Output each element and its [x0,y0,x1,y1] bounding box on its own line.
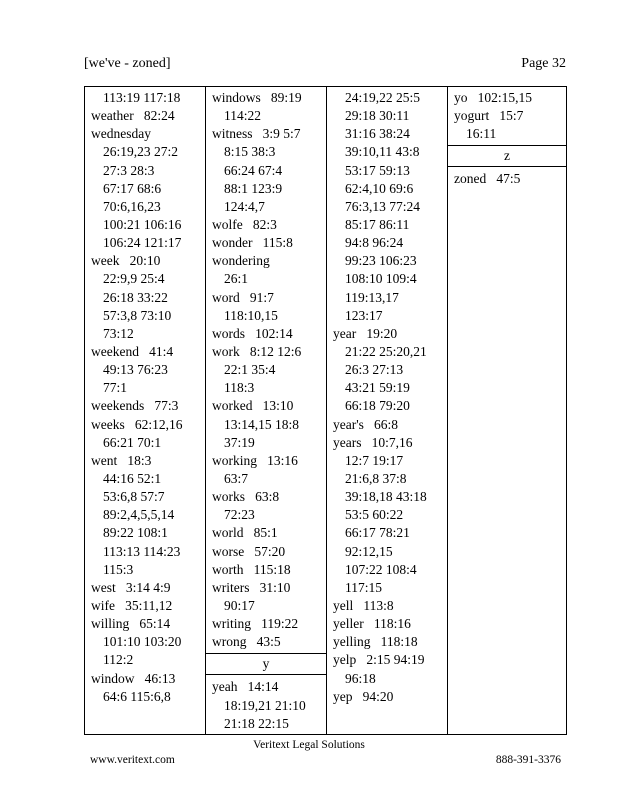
index-page-refs: 113:13 114:23 [103,543,181,559]
index-page-refs: 31:16 38:24 [345,126,410,142]
index-page-refs: 70:6,16,23 [103,198,161,214]
index-page-refs: 92:12,15 [345,543,393,559]
index-page-refs: 118:3 [224,380,255,396]
index-page-refs: 66:21 70:1 [103,434,162,450]
footer-website: www.veritext.com [90,754,175,766]
index-page-refs: 115:3 [103,561,134,577]
index-page-refs: 85:17 86:11 [345,216,410,232]
index-entry: writing 119:22 [212,616,299,632]
index-page-refs: 53:5 60:22 [345,507,404,523]
index-page-refs: 12:7 19:17 [345,452,404,468]
index-page-refs: 22:9,9 25:4 [103,271,165,287]
index-entry: zoned 47:5 [454,171,521,187]
letter-heading: y [206,653,326,675]
index-page-refs: 66:17 78:21 [345,525,410,541]
index-entry: year's 66:8 [333,416,399,432]
index-page-refs: 66:18 79:20 [345,398,410,414]
index-page-refs: 26:19,23 27:2 [103,144,179,160]
index-page-refs: 99:23 106:23 [345,253,417,269]
index-page-refs: 18:19,21 21:10 [224,697,306,713]
index-entry: world 85:1 [212,525,278,541]
index-page-refs: 67:17 68:6 [103,180,162,196]
index-entry: wondering [212,253,270,269]
index-page-refs: 21:22 25:20,21 [345,343,427,359]
index-entry: windows 89:19 [212,90,302,105]
index-page-refs: 72:23 [224,507,255,523]
index-page-refs: 123:17 [345,307,383,323]
index-page-refs: 107:22 108:4 [345,561,417,577]
index-page-refs: 73:12 [103,325,134,341]
index-entry: yelling 118:18 [333,634,418,650]
index-page-refs: 117:15 [345,579,382,595]
index-entry: wolfe 82:3 [212,216,277,232]
word-index-table [84,86,567,735]
index-page-refs: 22:1 35:4 [224,362,276,378]
index-entry: worked 13:10 [212,398,294,414]
index-entry: work 8:12 12:6 [212,343,302,359]
index-entry: yell 113:8 [333,597,394,613]
index-page-refs: 96:18 [345,670,376,686]
index-entry: works 63:8 [212,489,280,505]
index-page-refs: 26:18 33:22 [103,289,168,305]
index-entry: weekends 77:3 [91,398,179,414]
index-entry: yeah 14:14 [212,679,279,695]
index-entry: word 91:7 [212,289,274,305]
index-page-refs: 26:3 27:13 [345,362,404,378]
index-page-refs: 27:3 28:3 [103,162,155,178]
footer-phone: 888-391-3376 [495,754,561,766]
index-page-refs: 119:13,17 [345,289,399,305]
index-page-refs: 112:2 [103,652,134,668]
index-entry: weather 82:24 [91,108,175,124]
index-entry: went 18:3 [91,452,152,468]
index-page-refs: 101:10 103:20 [103,634,182,650]
index-page-refs: 57:3,8 73:10 [103,307,172,323]
index-entry: years 10:7,16 [333,434,413,450]
index-page-refs: 43:21 59:19 [345,380,410,396]
index-page-refs: 106:24 121:17 [103,235,182,251]
index-page-refs: 77:1 [103,380,128,396]
index-page-refs: 66:24 67:4 [224,162,283,178]
page-range-header: [we've - zoned] [84,56,171,71]
index-page-refs: 90:17 [224,597,255,613]
index-page-refs: 24:19,22 25:5 [345,90,421,105]
index-entry: week 20:10 [91,253,161,269]
index-page-refs: 94:8 96:24 [345,235,404,251]
letter-heading: z [448,145,566,167]
index-entry: worse 57:20 [212,543,286,559]
index-column-1 [85,87,206,734]
index-entry: working 13:16 [212,452,298,468]
index-page-refs: 89:2,4,5,5,14 [103,507,175,523]
index-page-refs: 100:21 106:16 [103,216,182,232]
index-entry: west 3:14 4:9 [91,579,171,595]
index-entry: words 102:14 [212,325,293,341]
index-page-refs: 39:10,11 43:8 [345,144,420,160]
index-page-refs: 118:10,15 [224,307,278,323]
index-entry: weekend 41:4 [91,343,174,359]
index-page-refs: 13:14,15 18:8 [224,416,300,432]
index-entry: wrong 43:5 [212,634,281,650]
index-entry: witness 3:9 5:7 [212,126,301,142]
page-number: Page 32 [521,56,566,71]
index-page-refs: 16:11 [466,126,497,142]
index-page-refs: 8:15 38:3 [224,144,276,160]
index-column-4 [448,87,566,734]
index-entry: willing 65:14 [91,616,171,632]
index-page-refs: 88:1 123:9 [224,180,283,196]
index-page-refs: 29:18 30:11 [345,108,410,124]
footer-company: Veritext Legal Solutions [253,739,365,751]
index-page-refs: 63:7 [224,470,249,486]
index-entry: writers 31:10 [212,579,291,595]
index-entry: yo 102:15,15 [454,90,533,105]
index-page-refs: 37:19 [224,434,255,450]
index-page-refs: 53:17 59:13 [345,162,410,178]
index-column-3 [327,87,448,734]
index-entry: window 46:13 [91,670,176,686]
index-page-refs: 26:1 [224,271,249,287]
index-entry: yelp 2:15 94:19 [333,652,425,668]
index-page-refs: 53:6,8 57:7 [103,489,165,505]
index-column-2 [206,87,327,734]
index-entry: worth 115:18 [212,561,291,577]
index-page-refs: 113:19 117:18 [103,90,181,105]
index-page-refs: 62:4,10 69:6 [345,180,414,196]
index-page-refs: 64:6 115:6,8 [103,688,171,704]
index-page-refs: 76:3,13 77:24 [345,198,421,214]
index-page-refs: 108:10 109:4 [345,271,417,287]
index-page-refs: 114:22 [224,108,261,124]
index-entry: wife 35:11,12 [91,597,173,613]
index-page-refs: 124:4,7 [224,198,265,214]
index-entry: weeks 62:12,16 [91,416,183,432]
index-entry: wonder 115:8 [212,235,293,251]
index-entry: yogurt 15:7 [454,108,524,124]
index-entry: wednesday [91,126,151,142]
index-entry: year 19:20 [333,325,398,341]
index-page-refs: 39:18,18 43:18 [345,489,427,505]
index-page-refs: 21:6,8 37:8 [345,470,407,486]
index-entry: yeller 118:16 [333,616,411,632]
index-page-refs: 89:22 108:1 [103,525,168,541]
index-page-refs: 49:13 76:23 [103,362,168,378]
index-entry: yep 94:20 [333,688,394,704]
index-page-refs: 44:16 52:1 [103,470,162,486]
index-page-refs: 21:18 22:15 [224,715,289,731]
